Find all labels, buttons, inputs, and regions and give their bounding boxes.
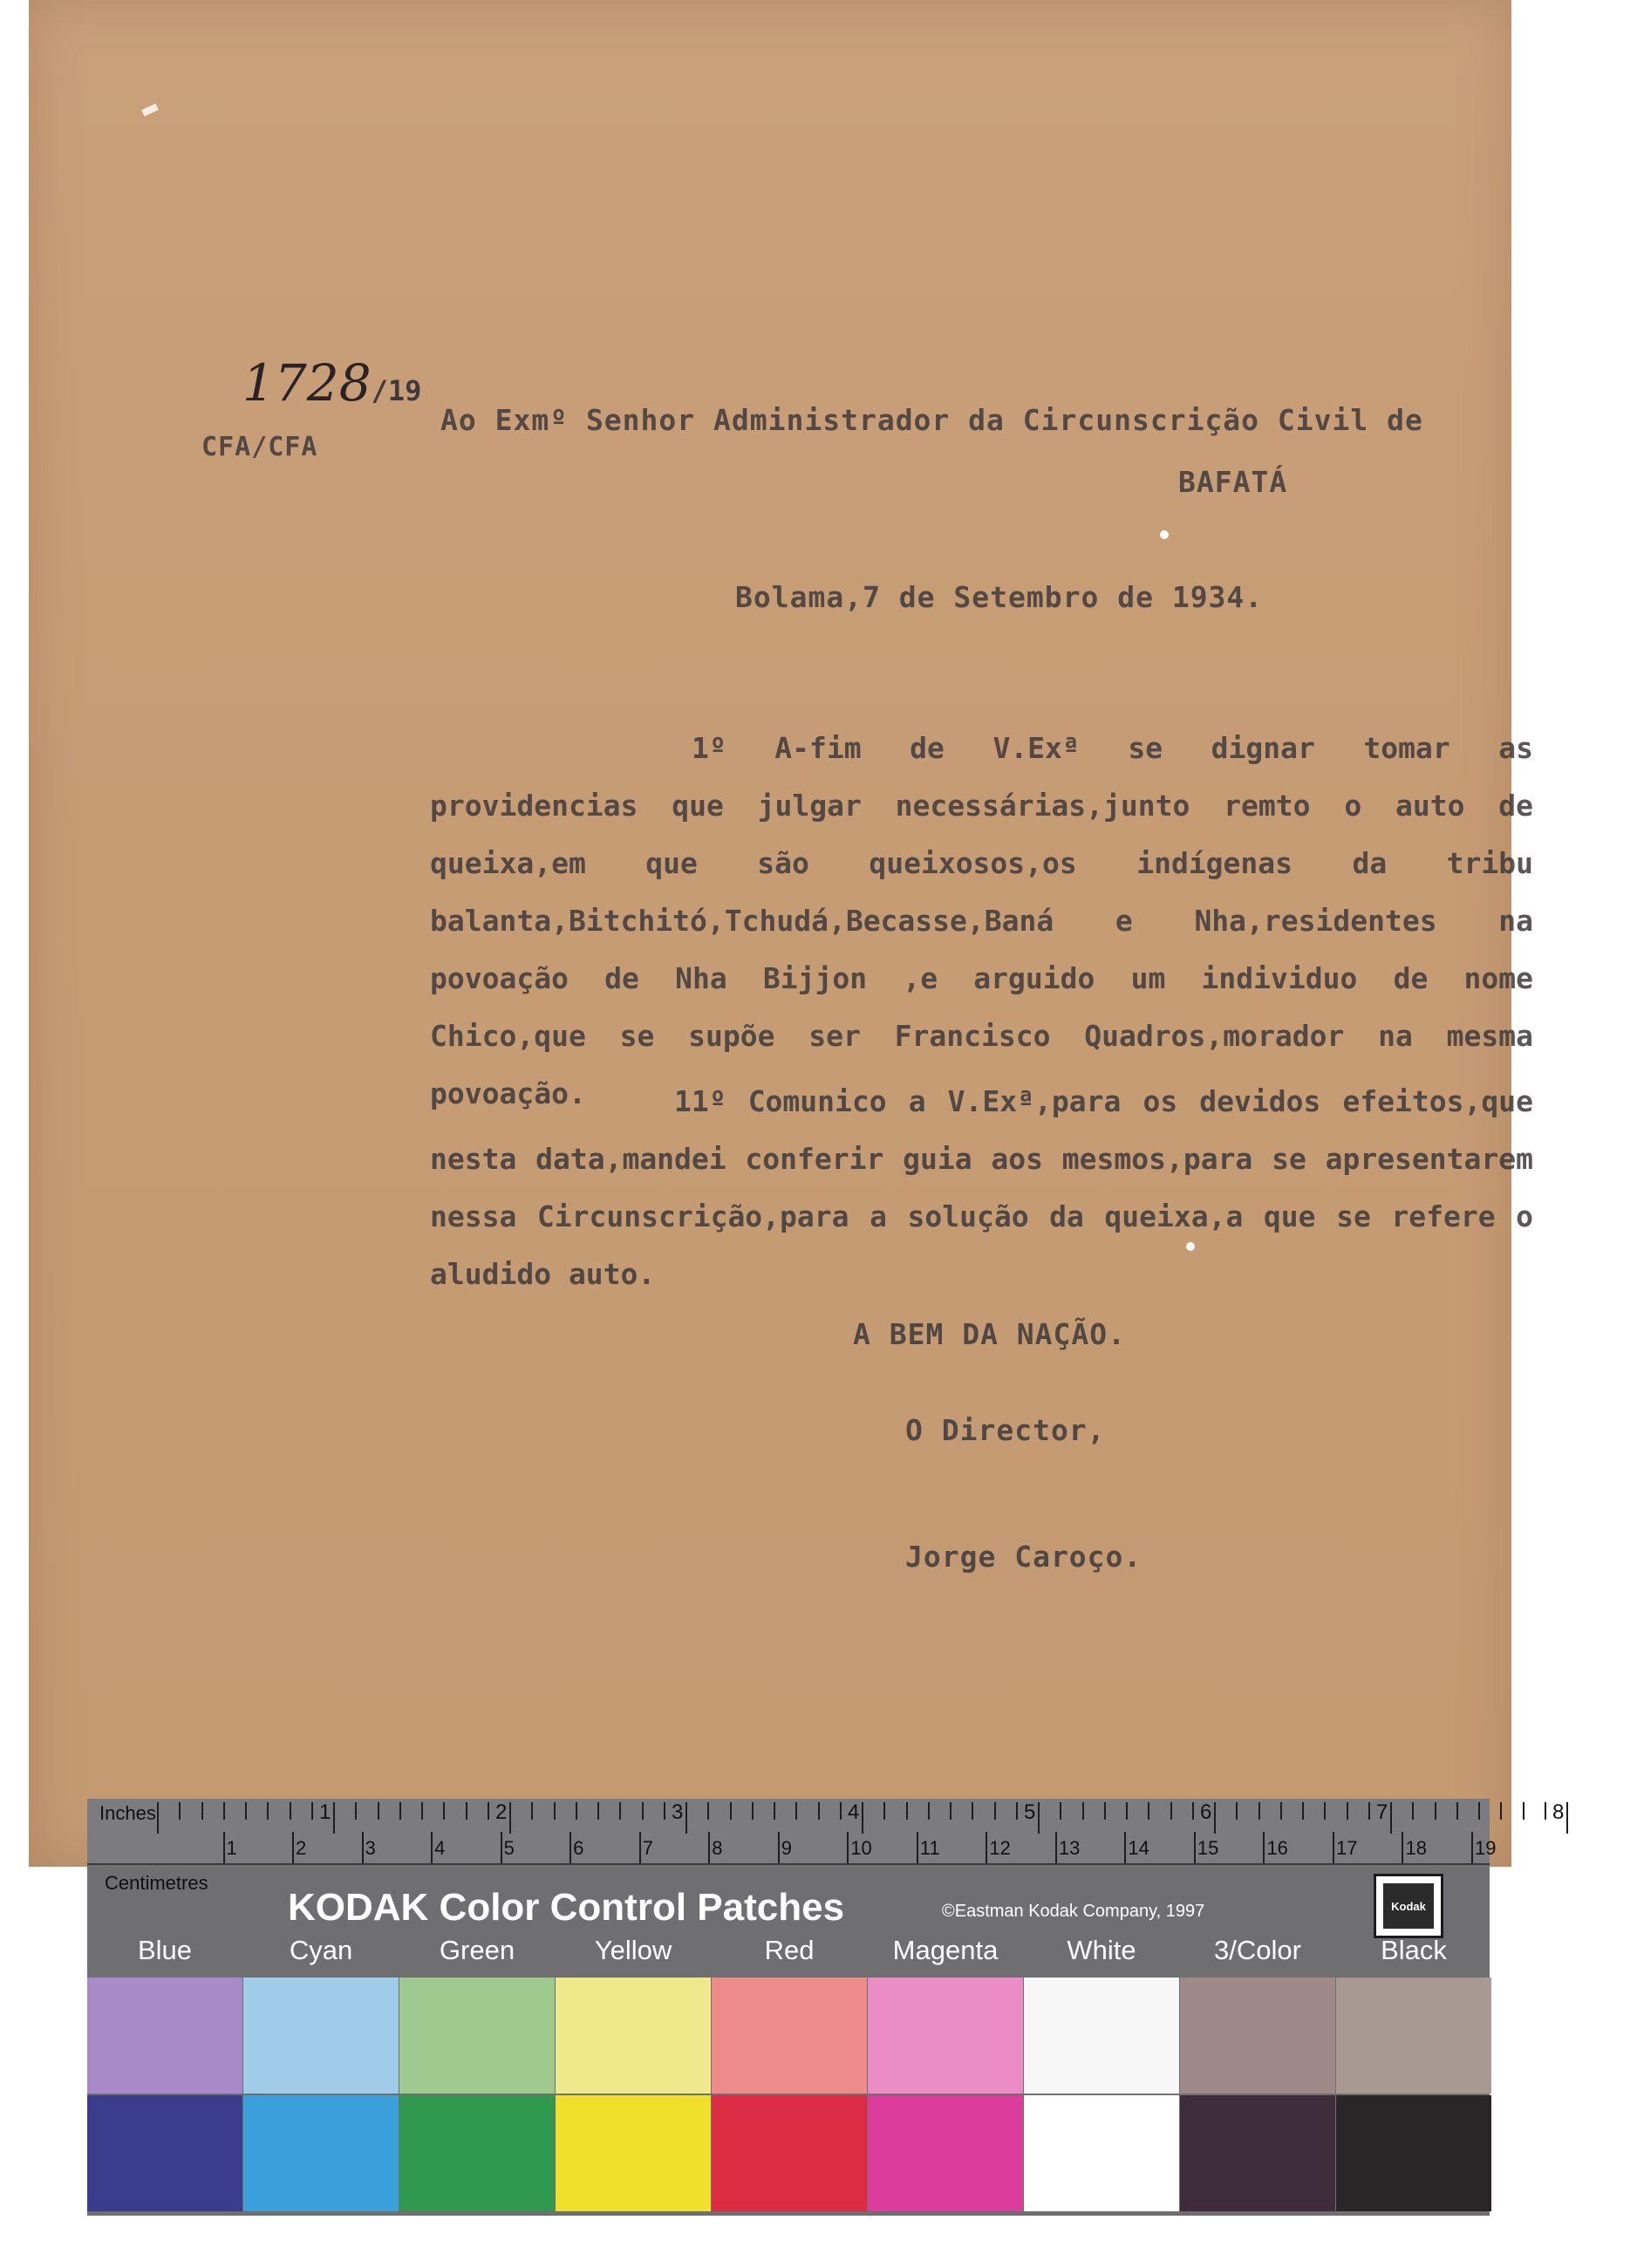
ruler-inch-tick xyxy=(1016,1802,1018,1820)
ruler-inch-tick xyxy=(1104,1802,1106,1820)
color-patch-top xyxy=(87,1978,242,2094)
ruler-inch-tick xyxy=(421,1802,423,1820)
ruler-inch-tick xyxy=(531,1802,533,1820)
color-patch-top xyxy=(712,1978,867,2094)
ruler-cm-tick xyxy=(1194,1832,1196,1863)
color-patch-bottom xyxy=(399,2095,555,2211)
addressee-line: Ao Exmº Senhor Administrador da Circunscrição Civil de xyxy=(440,403,1423,437)
ruler-inch-tick xyxy=(1412,1802,1414,1820)
ruler-inch-tick xyxy=(950,1802,952,1820)
ruler-inch-tick xyxy=(554,1802,556,1820)
kodak-logo-icon xyxy=(1374,1874,1443,1938)
ruler-inch-tick xyxy=(378,1802,379,1820)
kodak-title: KODAK Color Control Patches xyxy=(288,1886,845,1929)
ruler-inch-tick xyxy=(1236,1802,1238,1820)
ruler-inch-tick xyxy=(1324,1802,1326,1820)
patch-label: Blue xyxy=(137,1935,193,1965)
ruler-inch-tick xyxy=(1060,1802,1061,1820)
ruler-inch-tick xyxy=(443,1802,445,1820)
ruler-cm-tick xyxy=(778,1832,780,1863)
ruler-cm-tick xyxy=(1124,1832,1126,1863)
ruler-inch-tick xyxy=(840,1802,842,1820)
patch-labels xyxy=(87,1931,1490,1968)
color-patch-top xyxy=(1180,1978,1335,2094)
ruler-inch-tick xyxy=(1523,1802,1524,1820)
signer-title: O Director, xyxy=(905,1413,1106,1447)
addressee-destination: BAFATÁ xyxy=(1178,465,1288,499)
color-patch-bottom xyxy=(243,2095,399,2211)
ruler-inch-tick xyxy=(1170,1802,1172,1820)
ruler-inch-tick xyxy=(355,1802,357,1820)
place-date: Bolama,7 de Setembro de 1934. xyxy=(735,580,1264,614)
signer-name: Jorge Caroço. xyxy=(905,1540,1142,1574)
ruler-inch-tick xyxy=(267,1802,269,1820)
ruler-cm-number: 18 xyxy=(1405,1837,1427,1859)
color-patch-top xyxy=(1024,1978,1179,2094)
ruler-inch-tick xyxy=(223,1802,225,1820)
ruler-inch-tick xyxy=(1280,1802,1282,1820)
ruler-inch-tick xyxy=(576,1802,577,1820)
ruler-inch-tick xyxy=(685,1802,687,1834)
reference-suffix: /19 xyxy=(371,374,422,407)
color-patch-bottom xyxy=(1180,2095,1335,2211)
ruler-inch-tick xyxy=(1390,1802,1392,1834)
patch-label: Red xyxy=(764,1935,815,1965)
ruler-inch-number: 3 xyxy=(672,1800,684,1824)
patch-label: Green xyxy=(439,1935,515,1965)
inches-label: Inches xyxy=(99,1802,156,1824)
ruler-inch-tick xyxy=(311,1802,313,1820)
kodak-copyright: ©Eastman Kodak Company, 1997 xyxy=(942,1902,1205,1921)
ruler-inch-tick xyxy=(1126,1802,1128,1820)
ruler-cm-tick xyxy=(1263,1832,1265,1863)
ruler-cm-number: 10 xyxy=(850,1837,872,1859)
ruler-cm-tick xyxy=(639,1832,641,1863)
ruler-inch-tick xyxy=(818,1802,820,1820)
ruler-cm-tick xyxy=(501,1832,502,1863)
ruler-inch-tick xyxy=(466,1802,467,1820)
ruler-inch-number: 1 xyxy=(319,1800,331,1824)
ruler-inch-tick xyxy=(245,1802,247,1820)
ruler-inch-number: 4 xyxy=(848,1800,860,1824)
ruler-cm-tick xyxy=(223,1832,225,1863)
ruler-cm-tick xyxy=(986,1832,987,1863)
color-patch-bottom xyxy=(87,2095,242,2211)
kodak-color-target xyxy=(87,1799,1565,2216)
ruler-cm-number: 3 xyxy=(365,1837,376,1859)
patch-label: 3/Color xyxy=(1214,1935,1301,1965)
ruler-cm-tick xyxy=(1333,1832,1334,1863)
ruler-cm-number: 13 xyxy=(1058,1837,1081,1859)
ruler-cm-tick xyxy=(1402,1832,1403,1863)
ruler-cm-number: 12 xyxy=(989,1837,1011,1859)
ruler-inch-tick xyxy=(928,1802,930,1820)
paper-speck xyxy=(1186,1242,1195,1251)
ruler-cm-number: 9 xyxy=(781,1837,792,1859)
ruler-inch-tick xyxy=(1456,1802,1458,1820)
color-patch-bottom xyxy=(1024,2095,1179,2211)
color-patch-bottom xyxy=(712,2095,867,2211)
ruler-inch-tick xyxy=(994,1802,996,1820)
ruler-inch-tick xyxy=(730,1802,732,1820)
ruler-inch-tick xyxy=(1214,1802,1216,1834)
ruler-inch-tick xyxy=(707,1802,709,1820)
paragraph-1 xyxy=(430,720,1533,1123)
ruler-cm-tick xyxy=(570,1832,571,1863)
ruler-inch-number: 6 xyxy=(1200,1800,1212,1824)
patch-label: Cyan xyxy=(289,1935,353,1965)
paper-speck xyxy=(1160,530,1169,539)
ruler-inch-number: 8 xyxy=(1552,1800,1565,1824)
ruler-cm-number: 14 xyxy=(1128,1837,1149,1859)
ruler-cm-number: 6 xyxy=(573,1837,584,1859)
ruler-cm-tick xyxy=(917,1832,918,1863)
ruler-cm-number: 1 xyxy=(226,1837,237,1859)
ruler-cm-number: 17 xyxy=(1335,1837,1358,1859)
ruler-inch-tick xyxy=(399,1802,401,1820)
ruler-inch-tick xyxy=(179,1802,181,1820)
ruler-inch-tick xyxy=(1368,1802,1370,1820)
ruler-inch-tick xyxy=(1347,1802,1348,1820)
kodak-logo-text: Kodak xyxy=(1383,1883,1434,1929)
patch-label: Black xyxy=(1381,1935,1447,1965)
ruler-cm-tick xyxy=(431,1832,433,1863)
ruler-inch-tick xyxy=(333,1802,335,1834)
handwritten-reference xyxy=(242,353,421,413)
ruler-inch-tick xyxy=(972,1802,973,1820)
ruler-inch-tick xyxy=(201,1802,203,1820)
ruler-cm-number: 11 xyxy=(919,1837,940,1859)
ruler-cm-number: 16 xyxy=(1266,1837,1288,1859)
ruler xyxy=(87,1799,1565,1865)
ruler-inch-tick xyxy=(862,1802,863,1834)
patch-label: White xyxy=(1067,1935,1136,1965)
ruler-inch-tick xyxy=(642,1802,644,1820)
color-patch-top xyxy=(868,1978,1023,2094)
ruler-cm-number: 5 xyxy=(503,1837,515,1859)
ruler-inch-tick xyxy=(157,1802,159,1834)
ruler-inch-tick xyxy=(509,1802,511,1834)
color-patch-bottom xyxy=(1336,2095,1491,2211)
reference-number: 1728 xyxy=(242,353,372,413)
ruler-cm-tick xyxy=(362,1832,364,1863)
ruler-inch-number: 2 xyxy=(495,1800,508,1824)
color-patch-top xyxy=(243,1978,399,2094)
ruler-inch-tick xyxy=(619,1802,621,1820)
paragraph-2 xyxy=(430,1073,1533,1303)
paper-mark xyxy=(141,104,159,117)
ruler-cm-tick xyxy=(1055,1832,1057,1863)
ruler-inch-tick xyxy=(906,1802,908,1820)
ruler-inch-tick xyxy=(1478,1802,1480,1820)
centimetres-label: Centimetres xyxy=(105,1872,208,1894)
patch-label: Magenta xyxy=(892,1935,999,1965)
office-code: CFA/CFA xyxy=(201,432,318,462)
ruler-cm-number: 19 xyxy=(1475,1837,1497,1859)
ruler-inch-tick xyxy=(1435,1802,1436,1820)
ruler-cm-number: 4 xyxy=(434,1837,446,1859)
ruler-inch-number: 5 xyxy=(1024,1800,1036,1824)
ruler-cm-number: 15 xyxy=(1197,1837,1219,1859)
ruler-inch-tick xyxy=(1082,1802,1084,1820)
ruler-inch-tick xyxy=(1302,1802,1304,1820)
ruler-inch-tick xyxy=(1566,1802,1568,1834)
color-patch-top xyxy=(399,1978,555,2094)
document-paper xyxy=(29,0,1533,1867)
ruler-inch-tick xyxy=(1258,1802,1260,1820)
ruler-cm-tick xyxy=(847,1832,849,1863)
ruler-cm-number: 2 xyxy=(296,1837,307,1859)
ruler-cm-tick xyxy=(292,1832,294,1863)
ruler-inch-tick xyxy=(883,1802,885,1820)
ruler-inch-tick xyxy=(1148,1802,1149,1820)
ruler-inch-number: 7 xyxy=(1376,1800,1388,1824)
ruler-inch-tick xyxy=(774,1802,775,1820)
ruler-inch-tick xyxy=(597,1802,599,1820)
closing-salutation: A BEM DA NAÇÃO. xyxy=(853,1317,1127,1351)
color-patch-bottom xyxy=(868,2095,1023,2211)
patch-label: Yellow xyxy=(594,1935,672,1965)
ruler-inch-tick xyxy=(290,1802,291,1820)
ruler-inch-tick xyxy=(1500,1802,1502,1820)
paragraph-1-text: 1º A-fim de V.Exª se dignar tomar as providencias que julgar necessárias,junto remto o auto de queixa,em que são queixosos,os indígenas da tribu balanta,Bitchitó,Tchudá,Becasse,Baná e Nha,residentes na povoação de Nha Bijjon ,e arguido um individuo de nome Chico,que se supõe ser Francisco Quadros,morador na mesma povoação. xyxy=(430,731,1533,1110)
ruler-inch-tick xyxy=(664,1802,665,1820)
ruler-cm-tick xyxy=(708,1832,710,1863)
ruler-inch-tick xyxy=(1192,1802,1194,1820)
color-patch-top xyxy=(1336,1978,1491,2094)
ruler-cm-number: 7 xyxy=(642,1837,653,1859)
ruler-inch-tick xyxy=(752,1802,754,1820)
color-patch-bottom xyxy=(556,2095,711,2211)
ruler-inch-tick xyxy=(1545,1802,1546,1820)
ruler-cm-number: 8 xyxy=(712,1837,723,1859)
ruler-inch-tick xyxy=(795,1802,797,1820)
ruler-inch-tick xyxy=(1038,1802,1040,1834)
paragraph-2-text: 11º Comunico a V.Exª,para os devidos efeitos,que nesta data,mandei conferir guia aos mesmos,para se apresentarem nessa Circunscrição,para a solução da queixa,a que se refere o aludido auto. xyxy=(430,1084,1533,1291)
color-patch-top xyxy=(556,1978,711,2094)
ruler-cm-tick xyxy=(1471,1832,1473,1863)
ruler-inch-tick xyxy=(488,1802,489,1820)
